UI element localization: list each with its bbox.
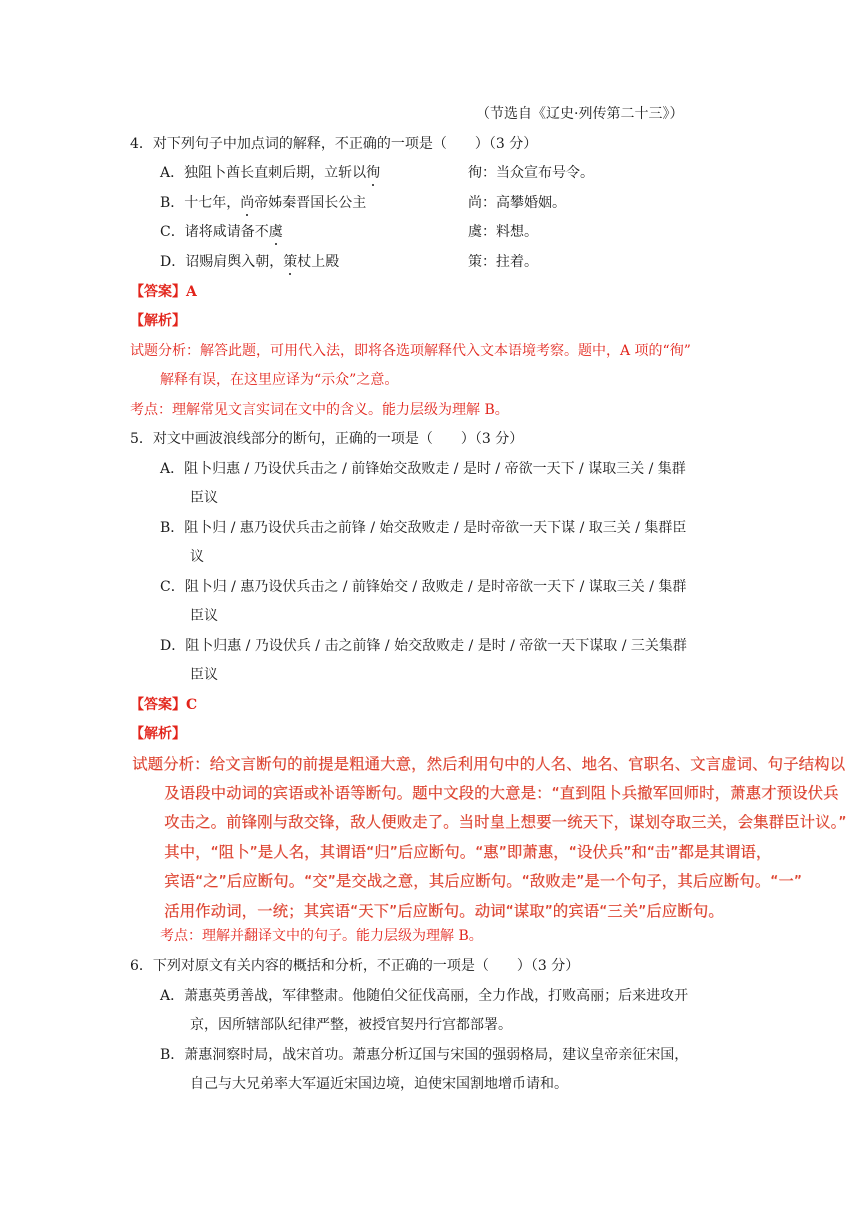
q5-option-b-line2: 议 xyxy=(190,549,204,565)
q4-option-b-gloss: 尚：高攀婚姻。 xyxy=(468,195,566,211)
q4-option-d: D．诏赐肩舆入朝，策杖上殿 xyxy=(160,254,340,270)
q6-option-a-line1: A．萧惠英勇善战，军律整肃。他随伯父征伐高丽，全力作战，打败高丽；后来进攻开 xyxy=(160,988,689,1004)
q4-option-b: B．十七年，尚帝姊秦晋国长公主 xyxy=(160,195,367,211)
q6-option-b-line1: B．萧惠洞察时局，战宋首功。萧惠分析辽国与宋国的强弱格局，建议皇帝亲征宋国， xyxy=(160,1047,689,1063)
q5-option-a-line1: A．阻卜归惠 / 乃设伏兵击之 / 前锋始交敌败走 / 是时 / 帝欲一天下 / 谋取三关 / 集群 xyxy=(160,461,686,477)
q4-option-c-gloss: 虞：料想。 xyxy=(468,224,538,240)
q4-answer: 【答案】A xyxy=(130,284,197,300)
q4-option-d-dotted-word: 策 xyxy=(283,254,298,270)
q5-point: 考点：理解并翻译文中的句子。能力层级为理解 B。 xyxy=(160,928,483,944)
q5-option-c-line2: 臣议 xyxy=(190,608,218,624)
q5-analysis-line-4: 其中，“阻卜”是人名，其谓语“归”后应断句。“惠”即萧惠，“设伏兵”和“击”都是其谓语， xyxy=(164,843,772,861)
q5-stem: 5．对文中画波浪线部分的断句，正确的一项是（ ）（3 分） xyxy=(130,431,524,447)
q4-option-b-dotted-word: 尚 xyxy=(240,195,255,211)
q5-option-a-line2: 臣议 xyxy=(190,490,218,506)
q4-analysis-line-1: 试题分析：解答此题，可用代入法，即将各选项解释代入文本语境考察。题中，A 项的“徇” xyxy=(130,343,691,359)
q5-option-c-line1: C．阻卜归 / 惠乃设伏兵击之 / 前锋始交 / 敌败走 / 是时帝欲一天下 / 谋取三关 / 集群 xyxy=(160,579,687,595)
q5-option-b-line1: B．阻卜归 / 惠乃设伏兵击之前锋 / 始交敌败走 / 是时帝欲一天下谋 / 取三关 / 集群臣 xyxy=(160,520,687,536)
q5-option-d-line2: 臣议 xyxy=(190,667,218,683)
q5-analysis-line-5: 宾语“之”后应断句。“交”是交战之意，其后应断句。“敌败走”是一个句子，其后应断句。“一” xyxy=(164,872,802,890)
q4-stem: 4．对下列句子中加点词的解释，不正确的一项是（ ）（3 分） xyxy=(130,136,538,152)
q5-analysis-line-1: 试题分析：给文言断句的前提是粗通大意，然后利用句中的人名、地名、官职名、文言虚词、句子结构以 xyxy=(132,755,846,773)
q4-option-a-dotted-word: 徇 xyxy=(366,165,381,181)
q4-analysis-label: 【解析】 xyxy=(130,313,186,329)
q4-point: 考点：理解常见文言实词在文中的含义。能力层级为理解 B。 xyxy=(130,402,509,418)
q4-option-a: A．独阻卜酋长直刺后期，立斩以徇 xyxy=(160,165,381,181)
q5-answer: 【答案】C xyxy=(130,697,198,713)
q4-option-c-dotted-word: 虞 xyxy=(268,224,283,240)
q6-stem: 6．下列对原文有关内容的概括和分析，不正确的一项是（ ）（3 分） xyxy=(130,958,580,974)
q5-analysis-label: 【解析】 xyxy=(130,726,186,742)
q4-option-d-gloss: 策：拄着。 xyxy=(468,254,538,270)
q4-analysis-line-2: 解释有误，在这里应译为“示众”之意。 xyxy=(160,372,399,388)
q4-option-a-gloss: 徇：当众宣布号令。 xyxy=(468,165,594,181)
q4-option-c: C．诸将咸请备不虞 xyxy=(160,224,283,240)
q5-analysis-line-3: 攻击之。前锋刚与敌交锋，敌人便败走了。当时皇上想要一统天下，谋划夺取三关，会集群臣计议。” xyxy=(164,813,847,831)
q6-option-b-line2: 自己与大兄弟率大军逼近宋国边境，迫使宋国割地增币请和。 xyxy=(190,1076,568,1092)
source-citation: （节选自《辽史·列传第二十三》） xyxy=(476,106,684,122)
q6-option-a-line2: 京，因所辖部队纪律严整，被授官契丹行宫都部署。 xyxy=(190,1017,512,1033)
q5-analysis-line-6: 活用作动词，一统；其宾语“天下”后应断句。动词“谋取”的宾语“三关”后应断句。 xyxy=(164,902,724,920)
q5-analysis-line-2: 及语段中动词的宾语或补语等断句。题中文段的大意是：“直到阻卜兵撤军回师时，萧惠才预设伏兵 xyxy=(164,784,839,802)
q5-analysis-block xyxy=(132,752,847,930)
q5-option-d-line1: D．阻卜归惠 / 乃设伏兵 / 击之前锋 / 始交敌败走 / 是时 / 帝欲一天下谋取 / 三关集群 xyxy=(160,638,687,654)
